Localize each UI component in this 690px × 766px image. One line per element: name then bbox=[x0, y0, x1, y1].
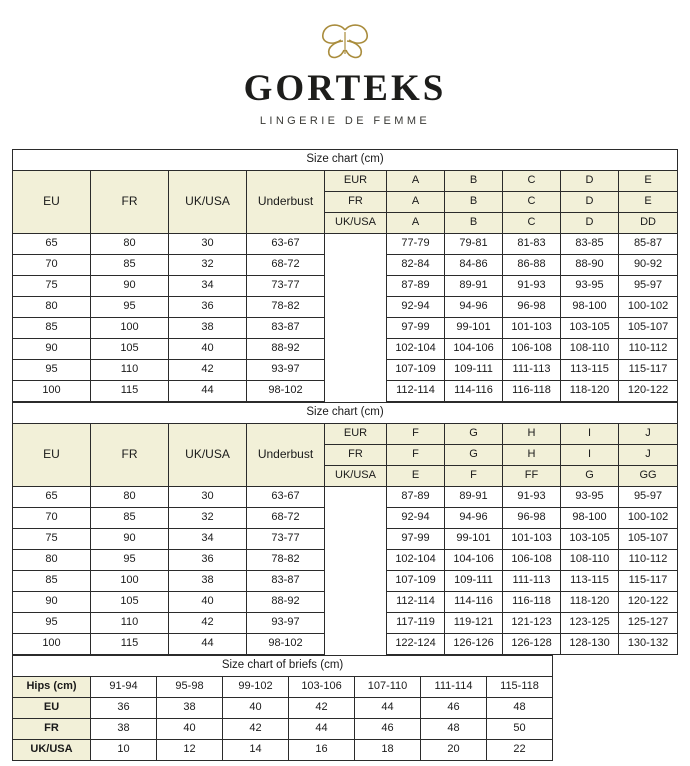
table3-r2-v3: 44 bbox=[289, 718, 355, 739]
table-row bbox=[13, 317, 678, 338]
table2-r6-uk: 42 bbox=[169, 612, 247, 633]
table1-r1-underbust: 68-72 bbox=[247, 254, 325, 275]
table2-r5-c0: 112-114 bbox=[387, 591, 445, 612]
table2-r2-spacer bbox=[325, 528, 387, 549]
table1-r3-c4: 100-102 bbox=[619, 296, 678, 317]
table1-r1-c3: 88-90 bbox=[561, 254, 619, 275]
butterfly-logo-icon bbox=[305, 20, 385, 64]
table3-r3-spacer bbox=[553, 739, 679, 760]
table3-r3-v3: 16 bbox=[289, 739, 355, 760]
table1-cup-uk-b: B bbox=[445, 212, 503, 233]
table1-r5-fr: 105 bbox=[91, 338, 169, 359]
table1-r2-c4: 95-97 bbox=[619, 275, 678, 296]
table1-r1-eu: 70 bbox=[13, 254, 91, 275]
table3-r3-v1: 12 bbox=[157, 739, 223, 760]
table2-cup-eur-h: H bbox=[503, 423, 561, 444]
table1-cup-eur-b: B bbox=[445, 170, 503, 191]
table1-r4-underbust: 83-87 bbox=[247, 317, 325, 338]
table1-r6-uk: 42 bbox=[169, 359, 247, 380]
table1-r5-spacer bbox=[325, 338, 387, 359]
table2-cup-fr-i: I bbox=[561, 444, 619, 465]
table2-cup-eur-g: G bbox=[445, 423, 503, 444]
table1-r5-c2: 106-108 bbox=[503, 338, 561, 359]
table3-r2-v2: 42 bbox=[223, 718, 289, 739]
table3-r1-v5: 46 bbox=[421, 697, 487, 718]
table2-r4-c0: 107-109 bbox=[387, 570, 445, 591]
table-row bbox=[13, 296, 678, 317]
table1-r1-c0: 82-84 bbox=[387, 254, 445, 275]
table3-title: Size chart of briefs (cm) bbox=[13, 655, 553, 676]
brand-logo-block bbox=[0, 0, 690, 127]
table2-r3-c0: 102-104 bbox=[387, 549, 445, 570]
table1-r4-c1: 99-101 bbox=[445, 317, 503, 338]
table2-cup-uk-ff: FF bbox=[503, 465, 561, 486]
table2-r7-spacer bbox=[325, 633, 387, 654]
table1-r6-c1: 109-111 bbox=[445, 359, 503, 380]
table2-r5-c2: 116-118 bbox=[503, 591, 561, 612]
table3-r2-spacer bbox=[553, 718, 679, 739]
table1-r5-c1: 104-106 bbox=[445, 338, 503, 359]
table1-r6-underbust: 93-97 bbox=[247, 359, 325, 380]
table2-cup-uk-f: F bbox=[445, 465, 503, 486]
table1-r5-uk: 40 bbox=[169, 338, 247, 359]
table2-header-eu: EU bbox=[13, 423, 91, 486]
table1-r6-c2: 111-113 bbox=[503, 359, 561, 380]
table2-cup-fr-g: G bbox=[445, 444, 503, 465]
table2-r4-c2: 111-113 bbox=[503, 570, 561, 591]
table1-r1-uk: 32 bbox=[169, 254, 247, 275]
table-row bbox=[13, 697, 679, 718]
table2-title-row bbox=[13, 402, 678, 423]
table3-r1-v2: 40 bbox=[223, 697, 289, 718]
table2-r3-c3: 108-110 bbox=[561, 549, 619, 570]
table2-r1-eu: 70 bbox=[13, 507, 91, 528]
table2-cup-eur-f: F bbox=[387, 423, 445, 444]
table2-r3-eu: 80 bbox=[13, 549, 91, 570]
table3-r0-spacer bbox=[553, 676, 679, 697]
table1-r6-c4: 115-117 bbox=[619, 359, 678, 380]
table2-cup-fr-f: F bbox=[387, 444, 445, 465]
table-row bbox=[13, 254, 678, 275]
table-row bbox=[13, 718, 679, 739]
table1-r4-uk: 38 bbox=[169, 317, 247, 338]
table3-r3-v5: 20 bbox=[421, 739, 487, 760]
table1-r3-underbust: 78-82 bbox=[247, 296, 325, 317]
table1-r5-eu: 90 bbox=[13, 338, 91, 359]
table1-header-eu: EU bbox=[13, 170, 91, 233]
table3-r0-v5: 111-114 bbox=[421, 676, 487, 697]
table2-header-fr: FR bbox=[91, 423, 169, 486]
table3-r1-v6: 48 bbox=[487, 697, 553, 718]
table1-r0-eu: 65 bbox=[13, 233, 91, 254]
table3-title-row bbox=[13, 655, 679, 676]
table2-r1-c2: 96-98 bbox=[503, 507, 561, 528]
table2-r5-c4: 120-122 bbox=[619, 591, 678, 612]
size-chart-table-2 bbox=[12, 402, 678, 655]
table2-cup-row-label-ukusa: UK/USA bbox=[325, 465, 387, 486]
table1-cup-uk-a: A bbox=[387, 212, 445, 233]
table2-r7-c1: 126-126 bbox=[445, 633, 503, 654]
table1-r7-eu: 100 bbox=[13, 380, 91, 401]
table2-r2-uk: 34 bbox=[169, 528, 247, 549]
table2-r7-c4: 130-132 bbox=[619, 633, 678, 654]
table3-r2-v6: 50 bbox=[487, 718, 553, 739]
table3-r1-v3: 42 bbox=[289, 697, 355, 718]
table2-cup-row-label-fr: FR bbox=[325, 444, 387, 465]
table2-r5-uk: 40 bbox=[169, 591, 247, 612]
table2-r6-fr: 110 bbox=[91, 612, 169, 633]
table1-r3-spacer bbox=[325, 296, 387, 317]
table2-cup-uk-e: E bbox=[387, 465, 445, 486]
table3-r0-v2: 99-102 bbox=[223, 676, 289, 697]
table2-r5-eu: 90 bbox=[13, 591, 91, 612]
table1-r6-fr: 110 bbox=[91, 359, 169, 380]
table2-r1-spacer bbox=[325, 507, 387, 528]
table2-r2-c4: 105-107 bbox=[619, 528, 678, 549]
table3-r2-v5: 48 bbox=[421, 718, 487, 739]
table1-r7-c3: 118-120 bbox=[561, 380, 619, 401]
table2-r4-underbust: 83-87 bbox=[247, 570, 325, 591]
table1-r6-c0: 107-109 bbox=[387, 359, 445, 380]
table3-r0-v6: 115-118 bbox=[487, 676, 553, 697]
table1-cup-fr-e: E bbox=[619, 191, 678, 212]
table-row bbox=[13, 570, 678, 591]
table2-r7-c3: 128-130 bbox=[561, 633, 619, 654]
table2-r3-c2: 106-108 bbox=[503, 549, 561, 570]
table2-r5-spacer bbox=[325, 591, 387, 612]
table2-cup-row-label-eur: EUR bbox=[325, 423, 387, 444]
table1-cup-eur-a: A bbox=[387, 170, 445, 191]
table1-cup-uk-dd: DD bbox=[619, 212, 678, 233]
table2-r2-c3: 103-105 bbox=[561, 528, 619, 549]
table2-r4-c3: 113-115 bbox=[561, 570, 619, 591]
table1-cup-eur-e: E bbox=[619, 170, 678, 191]
table-row bbox=[13, 612, 678, 633]
table2-r4-eu: 85 bbox=[13, 570, 91, 591]
table2-r4-c4: 115-117 bbox=[619, 570, 678, 591]
table2-r3-c1: 104-106 bbox=[445, 549, 503, 570]
table2-r1-c3: 98-100 bbox=[561, 507, 619, 528]
table-row bbox=[13, 591, 678, 612]
table2-r1-c0: 92-94 bbox=[387, 507, 445, 528]
table3-r1-spacer bbox=[553, 697, 679, 718]
table1-r0-uk: 30 bbox=[169, 233, 247, 254]
table2-r4-spacer bbox=[325, 570, 387, 591]
table1-r2-underbust: 73-77 bbox=[247, 275, 325, 296]
table1-cup-row-label-ukusa: UK/USA bbox=[325, 212, 387, 233]
table1-r1-c4: 90-92 bbox=[619, 254, 678, 275]
table2-r0-spacer bbox=[325, 486, 387, 507]
table3-r3-v0: 10 bbox=[91, 739, 157, 760]
table2-r2-fr: 90 bbox=[91, 528, 169, 549]
table2-r0-c4: 95-97 bbox=[619, 486, 678, 507]
table1-cup-row-label-fr: FR bbox=[325, 191, 387, 212]
table1-r0-c4: 85-87 bbox=[619, 233, 678, 254]
table1-r4-c0: 97-99 bbox=[387, 317, 445, 338]
table2-r0-c1: 89-91 bbox=[445, 486, 503, 507]
table2-r3-spacer bbox=[325, 549, 387, 570]
table1-r4-c4: 105-107 bbox=[619, 317, 678, 338]
table1-r2-fr: 90 bbox=[91, 275, 169, 296]
table1-r6-eu: 95 bbox=[13, 359, 91, 380]
table3-row2-label: FR bbox=[13, 718, 91, 739]
table1-cup-uk-d: D bbox=[561, 212, 619, 233]
table3-r2-v1: 40 bbox=[157, 718, 223, 739]
table1-r6-spacer bbox=[325, 359, 387, 380]
table1-r5-c0: 102-104 bbox=[387, 338, 445, 359]
table2-r3-fr: 95 bbox=[91, 549, 169, 570]
table1-r3-c3: 98-100 bbox=[561, 296, 619, 317]
table2-cup-eur-i: I bbox=[561, 423, 619, 444]
brand-name: GORTEKS bbox=[243, 68, 447, 109]
table2-r4-uk: 38 bbox=[169, 570, 247, 591]
table3-r1-v0: 36 bbox=[91, 697, 157, 718]
table1-r0-underbust: 63-67 bbox=[247, 233, 325, 254]
table1-r0-fr: 80 bbox=[91, 233, 169, 254]
table2-r2-c1: 99-101 bbox=[445, 528, 503, 549]
table3-r3-v2: 14 bbox=[223, 739, 289, 760]
table1-r2-c2: 91-93 bbox=[503, 275, 561, 296]
table1-r4-c2: 101-103 bbox=[503, 317, 561, 338]
table1-r7-spacer bbox=[325, 380, 387, 401]
table1-r5-underbust: 88-92 bbox=[247, 338, 325, 359]
table3-r0-v1: 95-98 bbox=[157, 676, 223, 697]
table1-r2-spacer bbox=[325, 275, 387, 296]
table3-r1-v4: 44 bbox=[355, 697, 421, 718]
table2-cup-fr-j: J bbox=[619, 444, 678, 465]
table2-r3-c4: 110-112 bbox=[619, 549, 678, 570]
table2-cup-uk-gg: GG bbox=[619, 465, 678, 486]
table-row bbox=[13, 739, 679, 760]
table1-r3-c0: 92-94 bbox=[387, 296, 445, 317]
table2-title: Size chart (cm) bbox=[13, 402, 678, 423]
table1-r3-uk: 36 bbox=[169, 296, 247, 317]
table1-cup-fr-a: A bbox=[387, 191, 445, 212]
table1-r7-c2: 116-118 bbox=[503, 380, 561, 401]
table3-r0-v3: 103-106 bbox=[289, 676, 355, 697]
table2-header-underbust: Underbust bbox=[247, 423, 325, 486]
table1-r0-c1: 79-81 bbox=[445, 233, 503, 254]
table3-title-spacer bbox=[553, 655, 679, 676]
table2-r6-c2: 121-123 bbox=[503, 612, 561, 633]
table1-r6-c3: 113-115 bbox=[561, 359, 619, 380]
table1-r5-c3: 108-110 bbox=[561, 338, 619, 359]
table1-r2-c1: 89-91 bbox=[445, 275, 503, 296]
table2-r6-c0: 117-119 bbox=[387, 612, 445, 633]
table1-cup-eur-c: C bbox=[503, 170, 561, 191]
brand-tagline: LINGERIE DE FEMME bbox=[259, 114, 431, 127]
table1-title-row bbox=[13, 149, 678, 170]
table2-r7-fr: 115 bbox=[91, 633, 169, 654]
table3-r0-v0: 91-94 bbox=[91, 676, 157, 697]
table1-r1-c1: 84-86 bbox=[445, 254, 503, 275]
table-row bbox=[13, 486, 678, 507]
table1-r0-c0: 77-79 bbox=[387, 233, 445, 254]
table3-row1-label: EU bbox=[13, 697, 91, 718]
table1-cup-fr-d: D bbox=[561, 191, 619, 212]
table1-r4-fr: 100 bbox=[91, 317, 169, 338]
table1-r4-spacer bbox=[325, 317, 387, 338]
table2-r2-c0: 97-99 bbox=[387, 528, 445, 549]
table1-title: Size chart (cm) bbox=[13, 149, 678, 170]
table1-header-fr: FR bbox=[91, 170, 169, 233]
table1-r0-c3: 83-85 bbox=[561, 233, 619, 254]
table1-r2-c3: 93-95 bbox=[561, 275, 619, 296]
table1-r5-c4: 110-112 bbox=[619, 338, 678, 359]
table1-r0-spacer bbox=[325, 233, 387, 254]
table2-r7-uk: 44 bbox=[169, 633, 247, 654]
table2-r0-c3: 93-95 bbox=[561, 486, 619, 507]
table2-cup-eur-j: J bbox=[619, 423, 678, 444]
table3-r2-v0: 38 bbox=[91, 718, 157, 739]
table1-r7-underbust: 98-102 bbox=[247, 380, 325, 401]
table2-r7-eu: 100 bbox=[13, 633, 91, 654]
table1-r1-spacer bbox=[325, 254, 387, 275]
table2-cup-uk-g: G bbox=[561, 465, 619, 486]
table2-r4-fr: 100 bbox=[91, 570, 169, 591]
table1-cup-eur-d: D bbox=[561, 170, 619, 191]
table2-r6-spacer bbox=[325, 612, 387, 633]
table2-r3-uk: 36 bbox=[169, 549, 247, 570]
table2-r0-underbust: 63-67 bbox=[247, 486, 325, 507]
table1-r2-c0: 87-89 bbox=[387, 275, 445, 296]
table-row bbox=[13, 633, 678, 654]
table-row bbox=[13, 528, 678, 549]
table2-r1-c1: 94-96 bbox=[445, 507, 503, 528]
table2-r2-eu: 75 bbox=[13, 528, 91, 549]
table1-r1-c2: 86-88 bbox=[503, 254, 561, 275]
table1-r7-c1: 114-116 bbox=[445, 380, 503, 401]
table2-header-ukusa: UK/USA bbox=[169, 423, 247, 486]
table2-r6-c4: 125-127 bbox=[619, 612, 678, 633]
table-row bbox=[13, 676, 679, 697]
table-row bbox=[13, 507, 678, 528]
table2-r4-c1: 109-111 bbox=[445, 570, 503, 591]
table2-r7-c2: 126-128 bbox=[503, 633, 561, 654]
table2-r0-fr: 80 bbox=[91, 486, 169, 507]
table-row bbox=[13, 549, 678, 570]
table1-cup-fr-b: B bbox=[445, 191, 503, 212]
table1-r2-eu: 75 bbox=[13, 275, 91, 296]
table-row bbox=[13, 380, 678, 401]
table1-cup-row-label-eur: EUR bbox=[325, 170, 387, 191]
table1-r3-c1: 94-96 bbox=[445, 296, 503, 317]
table1-header-ukusa: UK/USA bbox=[169, 170, 247, 233]
table2-r2-c2: 101-103 bbox=[503, 528, 561, 549]
table1-r7-c0: 112-114 bbox=[387, 380, 445, 401]
table1-r4-c3: 103-105 bbox=[561, 317, 619, 338]
table3-r2-v4: 46 bbox=[355, 718, 421, 739]
table3-row3-label: UK/USA bbox=[13, 739, 91, 760]
table1-r3-c2: 96-98 bbox=[503, 296, 561, 317]
table2-r6-underbust: 93-97 bbox=[247, 612, 325, 633]
tables-container bbox=[12, 149, 678, 761]
table2-r7-underbust: 98-102 bbox=[247, 633, 325, 654]
table2-r5-c1: 114-116 bbox=[445, 591, 503, 612]
table2-r2-underbust: 73-77 bbox=[247, 528, 325, 549]
size-chart-table-1 bbox=[12, 149, 678, 402]
table2-cup-fr-h: H bbox=[503, 444, 561, 465]
table2-r5-underbust: 88-92 bbox=[247, 591, 325, 612]
table2-r3-underbust: 78-82 bbox=[247, 549, 325, 570]
table2-r1-fr: 85 bbox=[91, 507, 169, 528]
table1-header-row-eur bbox=[13, 170, 678, 191]
table-row bbox=[13, 275, 678, 296]
table1-r7-uk: 44 bbox=[169, 380, 247, 401]
table2-r1-uk: 32 bbox=[169, 507, 247, 528]
table1-cup-uk-c: C bbox=[503, 212, 561, 233]
table-row bbox=[13, 338, 678, 359]
table1-r3-eu: 80 bbox=[13, 296, 91, 317]
table2-r6-c1: 119-121 bbox=[445, 612, 503, 633]
table1-r3-fr: 95 bbox=[91, 296, 169, 317]
table2-r6-eu: 95 bbox=[13, 612, 91, 633]
table3-r3-v4: 18 bbox=[355, 739, 421, 760]
table2-r5-c3: 118-120 bbox=[561, 591, 619, 612]
table2-r6-c3: 123-125 bbox=[561, 612, 619, 633]
table2-header-row-eur bbox=[13, 423, 678, 444]
size-chart-table-briefs bbox=[12, 655, 679, 761]
table3-r3-v6: 22 bbox=[487, 739, 553, 760]
table2-r1-underbust: 68-72 bbox=[247, 507, 325, 528]
table2-r0-c2: 91-93 bbox=[503, 486, 561, 507]
table1-r2-uk: 34 bbox=[169, 275, 247, 296]
table2-r7-c0: 122-124 bbox=[387, 633, 445, 654]
table2-r0-eu: 65 bbox=[13, 486, 91, 507]
table-row bbox=[13, 233, 678, 254]
table3-r1-v1: 38 bbox=[157, 697, 223, 718]
table1-r4-eu: 85 bbox=[13, 317, 91, 338]
table1-r7-fr: 115 bbox=[91, 380, 169, 401]
table1-cup-fr-c: C bbox=[503, 191, 561, 212]
table-row bbox=[13, 359, 678, 380]
table3-row0-label: Hips (cm) bbox=[13, 676, 91, 697]
table1-header-underbust: Underbust bbox=[247, 170, 325, 233]
table2-r1-c4: 100-102 bbox=[619, 507, 678, 528]
table2-r0-c0: 87-89 bbox=[387, 486, 445, 507]
table1-r0-c2: 81-83 bbox=[503, 233, 561, 254]
table1-r7-c4: 120-122 bbox=[619, 380, 678, 401]
table3-r0-v4: 107-110 bbox=[355, 676, 421, 697]
table2-r5-fr: 105 bbox=[91, 591, 169, 612]
table1-r1-fr: 85 bbox=[91, 254, 169, 275]
table2-r0-uk: 30 bbox=[169, 486, 247, 507]
